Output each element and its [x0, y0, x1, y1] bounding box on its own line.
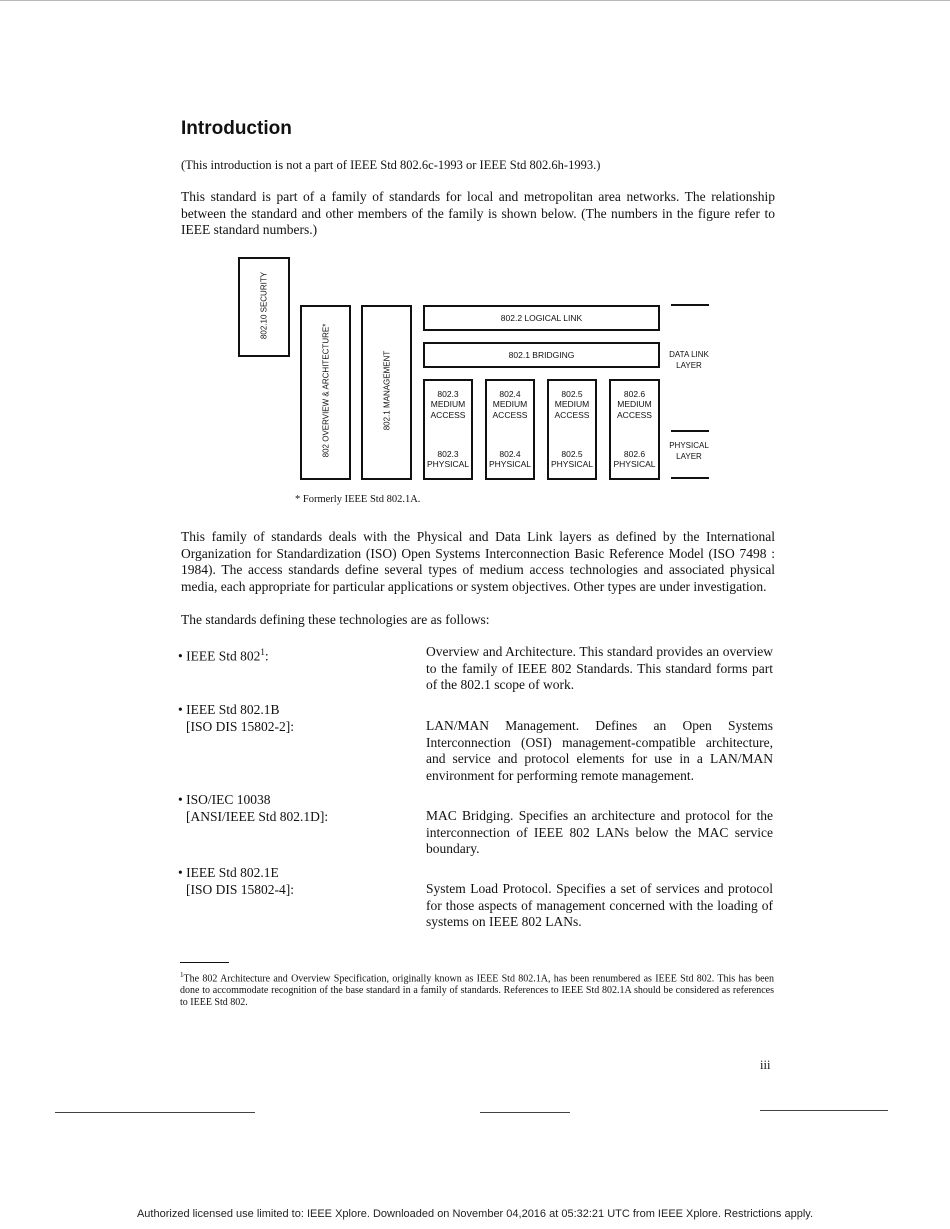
- mac-box-802-6: [609, 379, 660, 480]
- standard-description: LAN/MAN Management. Defines an Open Systems Interconnection (OSI) management-compatible architecture, and service and protocol elements for use in a LAN/MAN environment for performing remote management.: [426, 718, 773, 783]
- phy-label: PHYSICAL: [426, 459, 470, 469]
- family-paragraph: This family of standards deals with the Physical and Data Link layers as defined by the International Organization for Standardization (ISO) Open Systems Interconnection Basic Reference Model (ISO 7498 : 1984). The access standards define several types of medium access technologies and associated physical media, each appropriate for particular applications or system objectives. Other types are under investigation.: [181, 529, 775, 594]
- standard-label: [178, 702, 294, 735]
- layer-divider-top: [671, 304, 709, 306]
- security-box: [238, 257, 290, 357]
- standard-ref: [ISO DIS 15802-4]:: [186, 881, 294, 897]
- intro-paragraph: This standard is part of a family of standards for local and metropolitan area networks. The relationship between the standard and other members of the family is shown below. (The numbers in the figure refer to IEEE standard numbers.): [181, 189, 775, 237]
- bridging-box: [423, 342, 660, 368]
- data-link-layer-label: DATA LINK LAYER: [669, 350, 709, 370]
- page-number: iii: [760, 1058, 771, 1072]
- phy-label: PHYSICAL: [550, 459, 594, 469]
- logical-link-box: [423, 305, 660, 331]
- scan-artifact-line: [480, 1112, 570, 1113]
- phy-id: 802.4: [499, 449, 521, 459]
- footnote-text: The 802 Architecture and Overview Specification, originally known as IEEE Std 802.1A, has been renumbered as IEEE Std 802. This has been done to accommodate recognition of the base standard in a family of standards. References to IEEE Std 802.1A should be considered as references to IEEE Std 802.: [180, 973, 774, 1009]
- management-box: [361, 305, 412, 480]
- mac-access-label: MEDIUM ACCESS: [492, 399, 528, 420]
- footnote-ref: 1: [260, 647, 265, 657]
- standard-description: MAC Bridging. Specifies an architecture and protocol for the interconnection of IEEE 802 LANs below the MAC service boundary.: [426, 808, 773, 856]
- mac-id: 802.5: [561, 389, 583, 399]
- mac-id: 802.4: [499, 389, 521, 399]
- phy-id: 802.5: [561, 449, 583, 459]
- standard-label: [178, 865, 294, 898]
- layer-divider-middle: [671, 430, 709, 432]
- scan-artifact-line: [760, 1110, 888, 1111]
- management-label: 802.1 MANAGEMENT: [382, 350, 392, 431]
- mac-box-802-3: [423, 379, 473, 480]
- page-title: Introduction: [181, 118, 292, 139]
- overview-label: 802 OVERVIEW & ARCHITECTURE*: [321, 323, 331, 458]
- phy-id: 802.6: [623, 449, 646, 459]
- mac-access-label: MEDIUM ACCESS: [617, 399, 652, 420]
- physical-layer-label: PHYSICAL LAYER: [669, 441, 709, 461]
- standard-ref: [ANSI/IEEE Std 802.1D]:: [186, 808, 329, 824]
- mac-id: 802.3: [437, 389, 459, 399]
- standard-name: • IEEE Std 802.1B: [178, 702, 280, 717]
- mac-access-label: MEDIUM ACCESS: [554, 399, 590, 420]
- mac-box-802-5: [547, 379, 597, 480]
- phy-id: 802.3: [437, 449, 459, 459]
- standard-ref: [ISO DIS 15802-2]:: [186, 718, 294, 734]
- top-border: [0, 0, 950, 1]
- standard-name: • IEEE Std 802: [178, 648, 261, 664]
- page-footnote: [180, 969, 774, 1009]
- mac-box-802-4: [485, 379, 535, 480]
- standard-label: [178, 644, 269, 665]
- standard-description: System Load Protocol. Specifies a set of services and protocol for those aspects of management concerned with the loading of systems on IEEE 802 LANs.: [426, 881, 773, 929]
- mac-access-label: MEDIUM ACCESS: [430, 399, 466, 420]
- intro-note: (This introduction is not a part of IEEE Std 802.6c-1993 or IEEE Std 802.6h-1993.): [181, 158, 601, 172]
- security-label: 802.10 SECURITY: [259, 271, 269, 340]
- overview-box: [300, 305, 351, 480]
- logical-link-label: 802.2 LOGICAL LINK: [500, 313, 583, 323]
- standard-name: • ISO/IEC 10038: [178, 792, 271, 807]
- standard-name: • IEEE Std 802.1E: [178, 865, 279, 880]
- standard-label: [178, 792, 328, 825]
- layer-divider-bottom: [671, 477, 709, 479]
- mac-id: 802.6: [623, 389, 646, 399]
- standard-colon: :: [264, 648, 269, 664]
- scan-artifact-line: [55, 1112, 255, 1113]
- phy-label: PHYSICAL: [613, 459, 656, 469]
- license-footer: Authorized licensed use limited to: IEEE Xplore. Downloaded on November 04,2016 at 05:32:21 UTC from IEEE Xplore. Restrictions apply.: [136, 1208, 814, 1220]
- standard-description: Overview and Architecture. This standard provides an overview to the family of IEEE 802 Standards. This standard forms part of the 802.1 scope of work.: [426, 644, 773, 692]
- diagram-footnote: * Formerly IEEE Std 802.1A.: [295, 494, 421, 505]
- standards-intro: The standards defining these technologies are as follows:: [181, 612, 490, 627]
- phy-label: PHYSICAL: [488, 459, 532, 469]
- footnote-rule: [180, 962, 229, 963]
- bridging-label: 802.1 BRIDGING: [508, 350, 575, 360]
- footnote-marker: 1: [180, 971, 184, 979]
